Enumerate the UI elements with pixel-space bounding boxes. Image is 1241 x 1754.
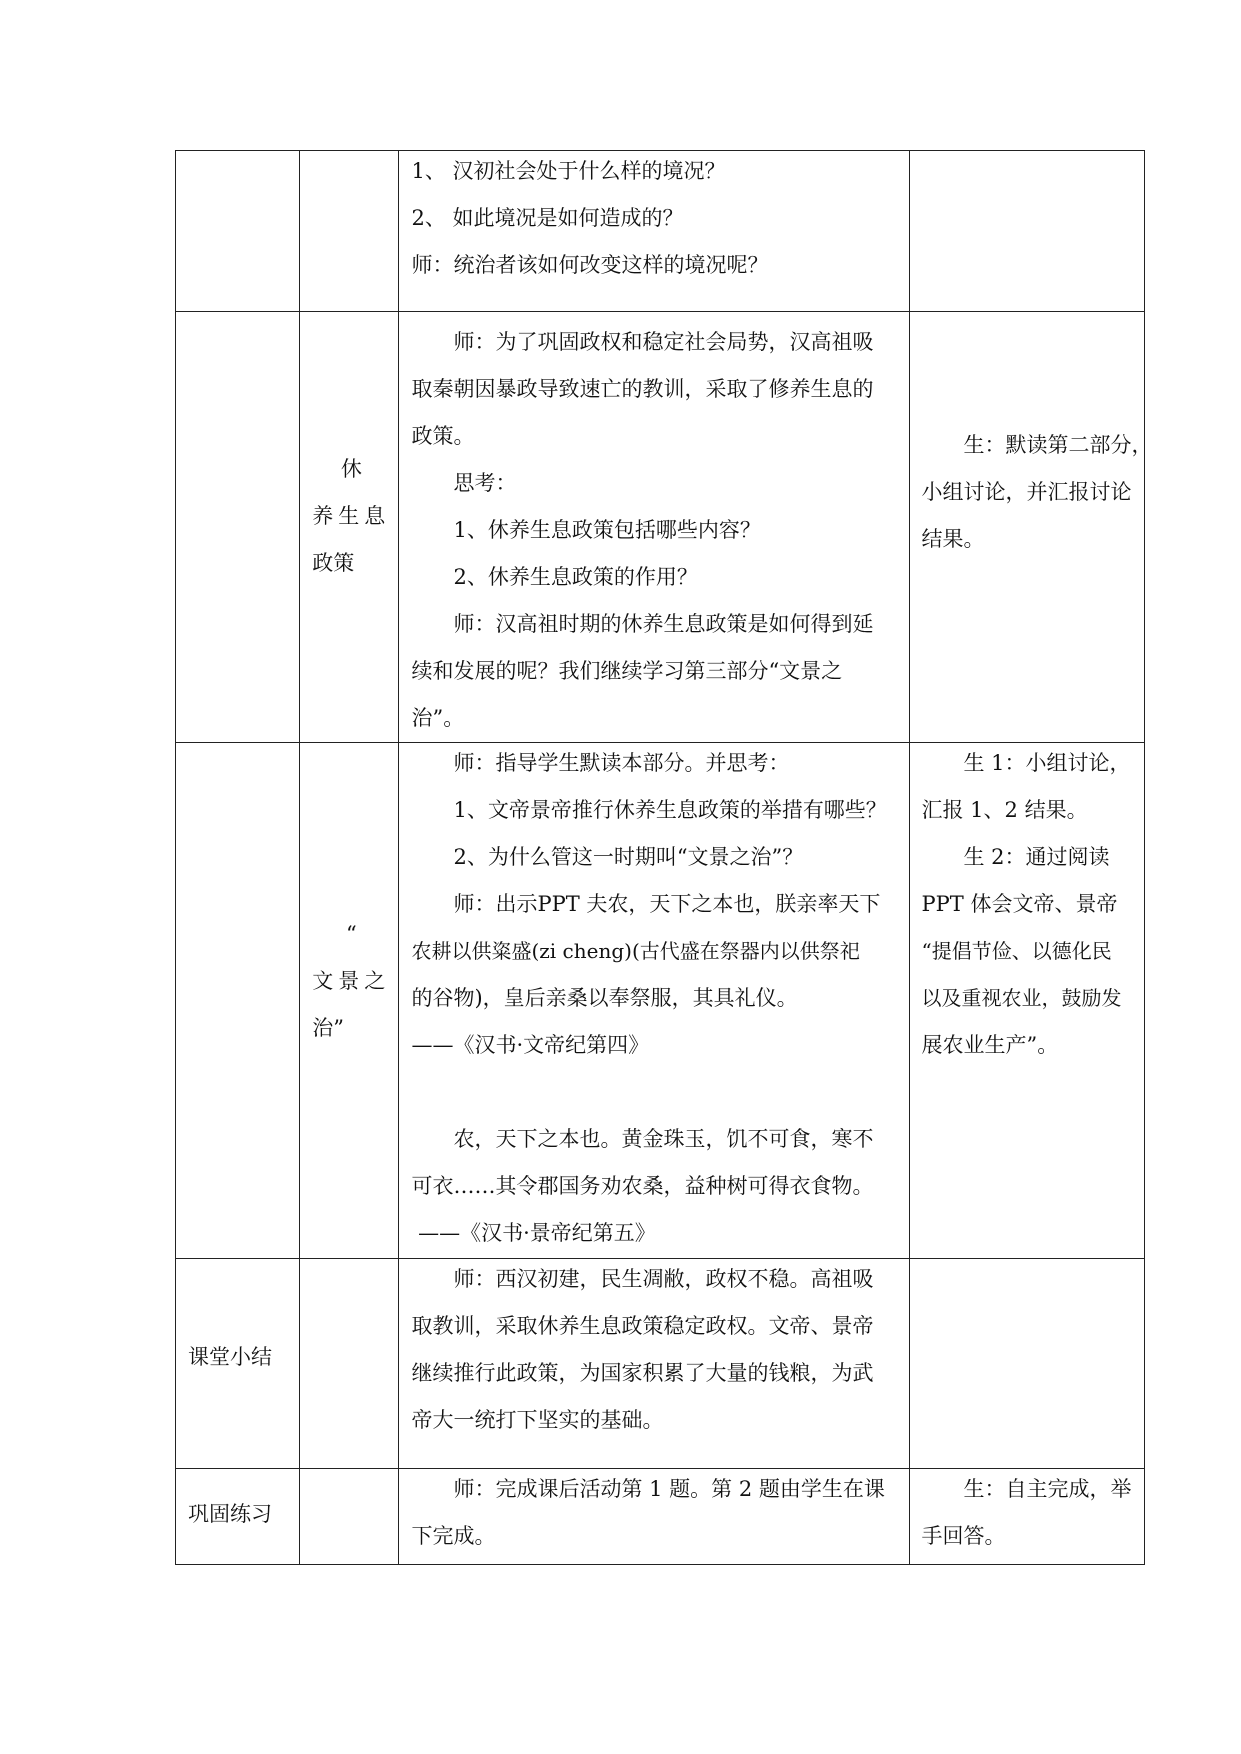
teacher-activity-cell: [399, 1469, 909, 1565]
teacher-line: 师：为了巩固政权和稳定社会局势，汉高祖吸: [453, 330, 874, 354]
student-line: 生 2：通过阅读: [963, 845, 1110, 869]
topic-cell: [300, 743, 399, 1259]
student-activity-cell: [909, 151, 1145, 312]
table-row: [176, 312, 1145, 743]
teacher-line: 师：出示PPT 夫农，天下之本也，朕亲率天下: [453, 892, 881, 916]
student-line: 结果。: [921, 526, 985, 551]
student-line: 以及重视农业，鼓励发: [921, 986, 1122, 1010]
teacher-line: 2、休养生息政策的作用？: [453, 565, 698, 589]
teacher-line: 2、 如此境况是如何造成的？: [411, 206, 684, 230]
student-line: 小组讨论，并汇报讨论: [921, 479, 1132, 504]
teacher-activity-cell: [399, 151, 909, 312]
section-cell: [176, 151, 300, 312]
table-row: [176, 1259, 1145, 1469]
teacher-line: 帝大一统打下坚实的基础。: [411, 1408, 664, 1432]
student-line: “提倡节俭、以德化民: [921, 939, 1112, 963]
topic-cell: [300, 1469, 399, 1565]
teacher-line: 1、休养生息政策包括哪些内容？: [453, 518, 761, 542]
table-row: [176, 151, 1145, 312]
student-line: PPT 体会文帝、景帝: [921, 892, 1118, 916]
teacher-line: 1、 汉初社会处于什么样的境况？: [411, 159, 726, 183]
section-label: 巩固练习: [188, 1502, 272, 1526]
teacher-line: 思考：: [453, 471, 517, 495]
topic-cell: [300, 151, 399, 312]
topic-line: 休: [340, 456, 362, 481]
student-activity-cell: [909, 312, 1153, 743]
teacher-line: 农耕以供粢盛(zi cheng)(古代盛在祭器内以供祭祀: [411, 939, 860, 963]
section-cell: [176, 312, 300, 743]
teacher-line: 师：统治者该如何改变这样的境况呢？: [411, 253, 769, 277]
teacher-line: 1、文帝景帝推行休养生息政策的举措有哪些？: [453, 798, 887, 822]
teacher-line: 取秦朝因暴政导致速亡的教训，采取了修养生息的: [411, 377, 874, 401]
teacher-line: ——《汉书·文帝纪第四》: [411, 1033, 650, 1057]
topic-line: 政策: [312, 550, 355, 575]
topic-line: 文景之: [312, 969, 391, 993]
student-activity-cell: [909, 1469, 1145, 1565]
teacher-line: 续和发展的呢？我们继续学习第三部分“文景之: [411, 659, 843, 683]
teacher-line: 师：完成课后活动第 1 题。第 2 题由学生在课: [453, 1477, 885, 1501]
section-cell: [176, 1259, 300, 1469]
section-cell: [176, 743, 300, 1259]
student-line: 展农业生产”。: [921, 1033, 1059, 1057]
student-line: 生：默读第二部分，: [963, 432, 1153, 457]
student-activity-cell: [909, 1259, 1145, 1469]
lesson-plan-table: [175, 150, 1153, 1565]
teacher-line: 治”。: [411, 706, 465, 730]
section-cell: [176, 1469, 300, 1565]
teacher-activity-cell: [399, 312, 909, 743]
topic-cell: [300, 1259, 399, 1469]
topic-cell: [300, 312, 399, 743]
student-activity-cell: [909, 743, 1145, 1259]
teacher-line: 取教训，采取休养生息政策稳定政权。文帝、景帝: [411, 1314, 874, 1338]
teacher-activity-cell: [399, 743, 909, 1259]
teacher-line: 继续推行此政策，为国家积累了大量的钱粮，为武: [411, 1361, 874, 1385]
student-line: 生 1：小组讨论，: [963, 751, 1131, 775]
topic-line: 治”: [312, 1016, 344, 1040]
teacher-line: 师：西汉初建，民生凋敝，政权不稳。高祖吸: [453, 1267, 874, 1291]
table-row: [176, 1469, 1145, 1565]
blank-line: [411, 1069, 898, 1116]
teacher-line: 政策。: [411, 424, 475, 448]
student-line: 手回答。: [921, 1524, 1006, 1548]
topic-line: 养生息: [312, 503, 391, 528]
teacher-line: 可衣……其令郡国务劝农桑，益种树可得衣食物。: [411, 1174, 874, 1198]
topic-line: “: [345, 922, 357, 946]
student-line: 生：自主完成，举: [963, 1477, 1132, 1501]
teacher-line: 的谷物)，皇后亲桑以奉祭服，其具礼仪。: [411, 986, 798, 1010]
teacher-line: 师：指导学生默读本部分。并思考：: [453, 751, 790, 775]
teacher-line: 下完成。: [411, 1524, 496, 1548]
teacher-line: 农，天下之本也。黄金珠玉，饥不可食，寒不: [453, 1127, 874, 1151]
teacher-line: ——《汉书·景帝纪第五》: [411, 1221, 656, 1245]
teacher-line: 师：汉高祖时期的休养生息政策是如何得到延: [453, 612, 874, 636]
teacher-activity-cell: [399, 1259, 909, 1469]
section-label: 课堂小结: [188, 1345, 272, 1369]
table-row: [176, 743, 1145, 1259]
student-line: 汇报 1、2 结果。: [921, 798, 1088, 822]
teacher-line: 2、为什么管这一时期叫“文景之治”？: [453, 845, 804, 869]
